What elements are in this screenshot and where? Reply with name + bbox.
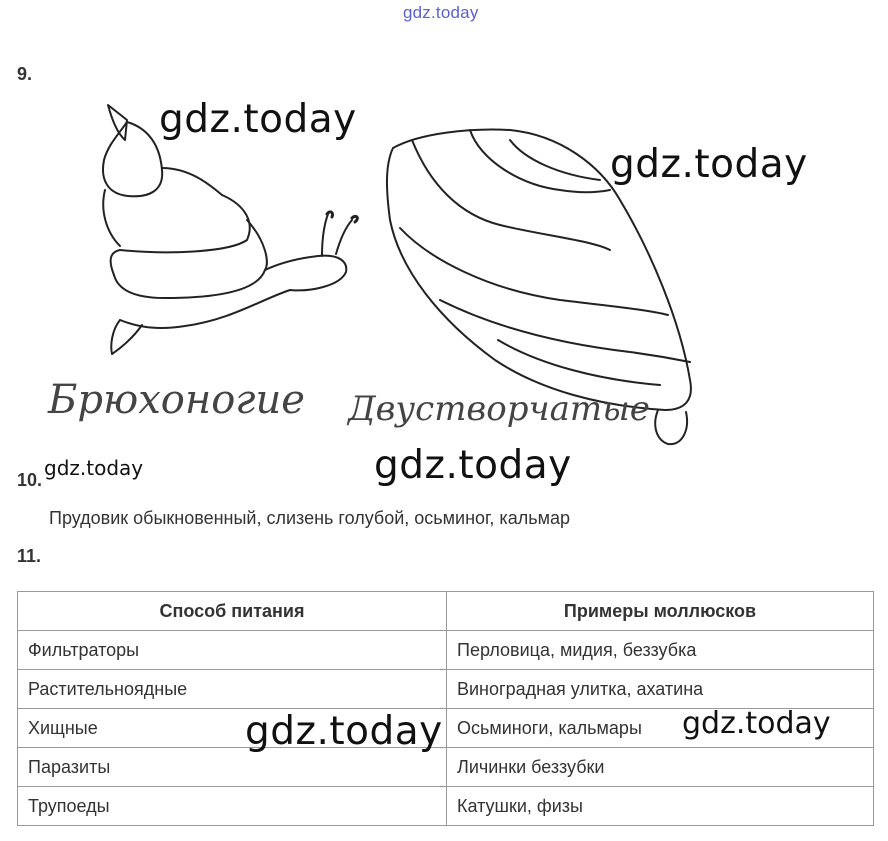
watermark: gdz.today xyxy=(245,709,443,754)
snail-drawing xyxy=(103,105,357,354)
watermark: gdz.today xyxy=(44,456,144,480)
feeding-cell: Хищные xyxy=(18,709,447,748)
examples-cell: Виноградная улитка, ахатина xyxy=(447,670,874,709)
table-row xyxy=(18,670,874,709)
column-header-examples: Примеры моллюсков xyxy=(447,592,874,631)
task-9-number: 9. xyxy=(17,64,33,84)
examples-cell: Катушки, физы xyxy=(447,787,874,826)
column-header-feeding: Способ питания xyxy=(18,592,447,631)
table-row xyxy=(18,631,874,670)
feeding-cell: Растительноядные xyxy=(18,670,447,709)
header-watermark: gdz.today xyxy=(403,3,479,22)
task-10-number: 10. xyxy=(17,470,43,490)
table-row xyxy=(18,748,874,787)
feeding-cell: Фильтраторы xyxy=(18,631,447,670)
watermark: gdz.today xyxy=(159,97,357,142)
task-10-answer: Прудовик обыкновенный, слизень голубой, осьминог, кальмар xyxy=(49,508,570,528)
watermark: gdz.today xyxy=(374,443,572,488)
table-header-row xyxy=(18,592,874,631)
watermark: gdz.today xyxy=(682,706,831,741)
feeding-cell: Трупоеды xyxy=(18,787,447,826)
examples-cell: Осьминоги, кальмары xyxy=(447,709,874,748)
label-bivalves: Двустворчатые xyxy=(348,389,650,429)
examples-cell: Личинки беззубки xyxy=(447,748,874,787)
feeding-cell: Паразиты xyxy=(18,748,447,787)
task-11-number: 11. xyxy=(17,546,42,566)
watermark: gdz.today xyxy=(610,142,808,187)
examples-cell: Перловица, мидия, беззубка xyxy=(447,631,874,670)
label-gastropods: Брюхоногие xyxy=(48,377,305,423)
table-row xyxy=(18,787,874,826)
